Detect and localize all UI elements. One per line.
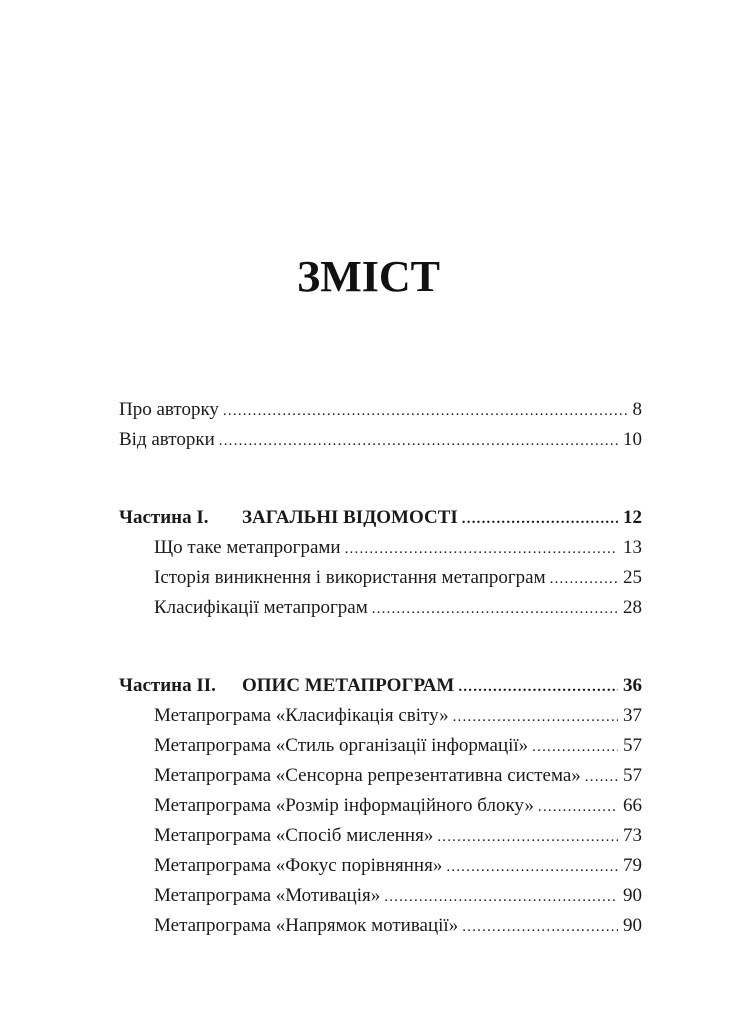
- toc-entry-about-author[interactable]: [119, 395, 642, 425]
- toc-entry[interactable]: [119, 731, 642, 761]
- toc-entry-label: Метапрограма «Стиль організації інформації»: [154, 731, 532, 761]
- toc-entry-label: Метапрограма «Мотивація»: [154, 881, 384, 911]
- dot-leader: [345, 534, 618, 563]
- toc-entry-page: 57: [618, 731, 642, 761]
- toc-entry-page: 8: [628, 395, 643, 425]
- toc-entry-label: Метапрограма «Спосіб мислення»: [154, 821, 437, 851]
- dot-leader: [446, 852, 618, 881]
- dot-leader: [384, 882, 618, 911]
- dot-leader: [453, 702, 618, 731]
- dot-leader: [219, 426, 618, 455]
- front-matter-section: [119, 395, 642, 455]
- dot-leader: [550, 564, 618, 593]
- toc-part-heading[interactable]: [119, 503, 642, 533]
- dot-leader: [538, 792, 618, 821]
- toc-part-heading[interactable]: [119, 671, 642, 701]
- toc-entry-page: 57: [618, 761, 642, 791]
- toc-entry[interactable]: [119, 791, 642, 821]
- toc-entry-label: Що таке метапрограми: [154, 533, 345, 563]
- part-2-section: [119, 671, 642, 941]
- toc-entry-page: 90: [618, 881, 642, 911]
- table-of-contents: [119, 395, 642, 941]
- toc-entry-label: Метапрограма «Розмір інформаційного блоку»: [154, 791, 538, 821]
- toc-entry-page: 10: [618, 425, 642, 455]
- dot-leader: [223, 396, 628, 425]
- toc-entry-from-author[interactable]: [119, 425, 642, 455]
- toc-entry-label: Метапрограма «Напрямок мотивації»: [154, 911, 462, 941]
- toc-entry-label: Класифікації метапрограм: [154, 593, 372, 623]
- part-number: Частина I.: [119, 507, 209, 528]
- part-title: ЗАГАЛЬНІ ВІДОМОСТІ: [242, 507, 458, 528]
- section-spacer: [119, 455, 642, 503]
- page-title: ЗМІСТ: [297, 252, 440, 302]
- dot-leader: [372, 594, 618, 623]
- toc-entry[interactable]: [119, 701, 642, 731]
- toc-part-label: [119, 503, 462, 533]
- dot-leader: [462, 912, 618, 941]
- toc-entry-page: 36: [618, 671, 642, 701]
- toc-entry-page: 13: [618, 533, 642, 563]
- toc-entry-page: 73: [618, 821, 642, 851]
- dot-leader: [458, 672, 618, 701]
- toc-entry[interactable]: [119, 851, 642, 881]
- toc-entry-label: Метапрограма «Фокус порівняння»: [154, 851, 446, 881]
- toc-entry-page: 79: [618, 851, 642, 881]
- toc-part-label: [119, 671, 458, 701]
- toc-entry[interactable]: [119, 593, 642, 623]
- dot-leader: [462, 504, 618, 533]
- part-title: ОПИС МЕТАПРОГРАМ: [242, 675, 455, 696]
- dot-leader: [585, 762, 618, 791]
- toc-entry[interactable]: [119, 533, 642, 563]
- toc-entry[interactable]: [119, 911, 642, 941]
- dot-leader: [437, 822, 618, 851]
- toc-entry-page: 25: [618, 563, 642, 593]
- toc-entry-label: Метапрограма «Сенсорна репрезентативна система»: [154, 761, 585, 791]
- toc-entry[interactable]: [119, 881, 642, 911]
- toc-entry[interactable]: [119, 821, 642, 851]
- part-number: Частина II.: [119, 675, 216, 696]
- toc-entry-label: Про авторку: [119, 395, 223, 425]
- toc-entry-label: Від авторки: [119, 425, 219, 455]
- toc-entry-page: 28: [618, 593, 642, 623]
- toc-entry-page: 66: [618, 791, 642, 821]
- toc-entry-page: 37: [618, 701, 642, 731]
- part-1-section: [119, 503, 642, 623]
- toc-entry-label: Метапрограма «Класифікація світу»: [154, 701, 453, 731]
- section-spacer: [119, 623, 642, 671]
- toc-entry[interactable]: [119, 563, 642, 593]
- dot-leader: [532, 732, 618, 761]
- toc-entry[interactable]: [119, 761, 642, 791]
- toc-entry-label: Історія виникнення і використання метапрограм: [154, 563, 550, 593]
- toc-entry-page: 90: [618, 911, 642, 941]
- toc-entry-page: 12: [618, 503, 642, 533]
